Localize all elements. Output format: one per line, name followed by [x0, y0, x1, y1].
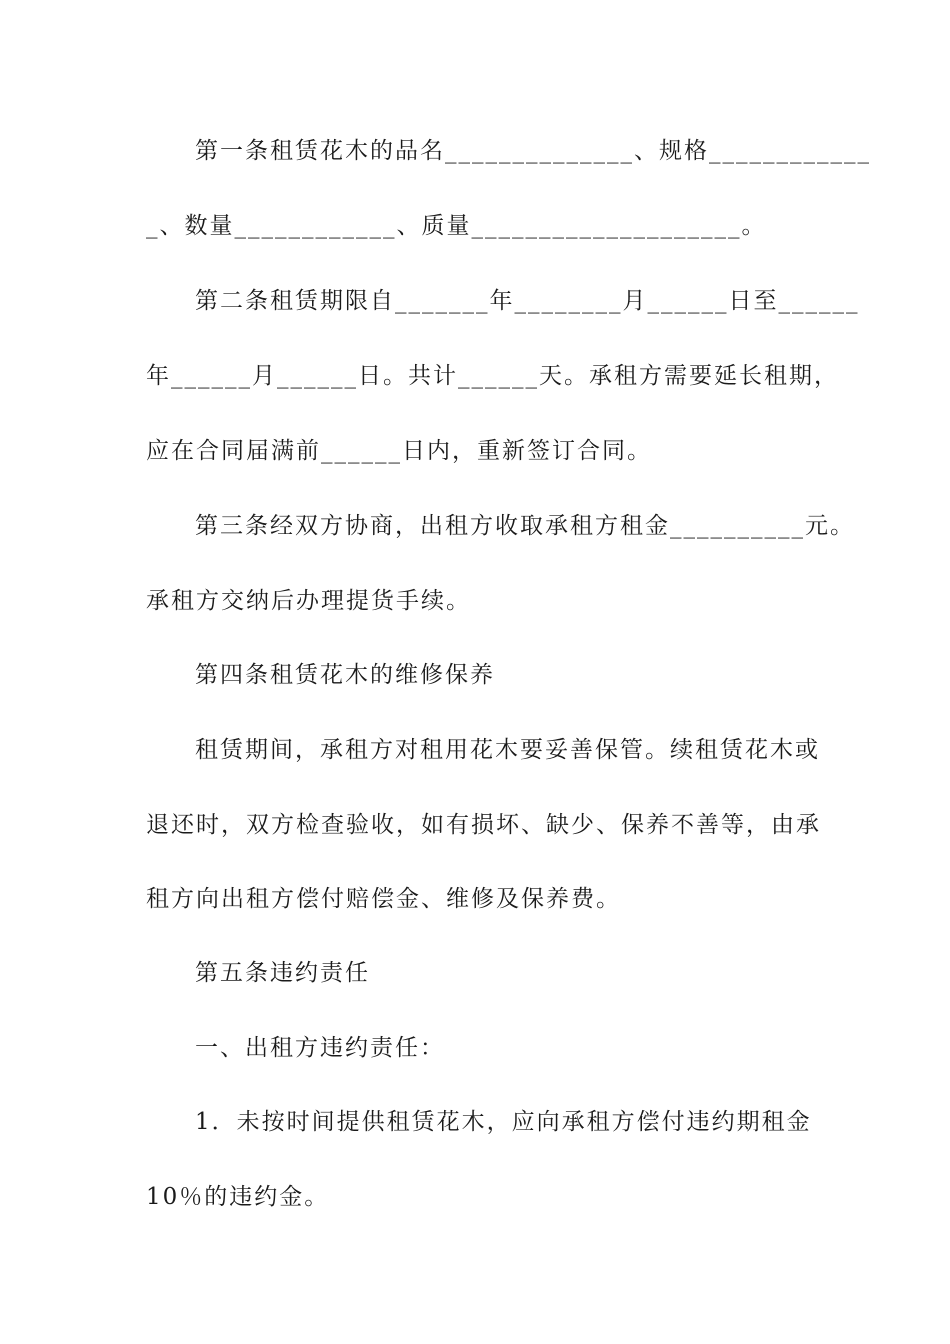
clause-4-line-1: 租赁期间，承租方对租用花木要妥善保管。续租赁花木或 — [195, 737, 820, 763]
clause-3-line-1: 第三条经双方协商，出租方收取承租方租金__________元。 — [195, 513, 855, 539]
clause-4-line-3: 租方向出租方偿付赔偿金、维修及保养费。 — [146, 886, 621, 912]
clause-2-line-3: 应在合同届满前______日内，重新签订合同。 — [146, 438, 652, 464]
clause-5-subheading: 一、出租方违约责任： — [195, 1035, 445, 1061]
clause-5-heading: 第五条违约责任 — [195, 960, 370, 986]
clause-1-line-2: _、数量____________、质量____________________。 — [146, 213, 767, 239]
clause-5-item-1-line-1: 1．未按时间提供租赁花木，应向承租方偿付违约期租金 — [195, 1109, 812, 1135]
clause-2-line-1: 第二条租赁期限自_______年________月______日至______ — [195, 288, 860, 314]
clause-4-line-2: 退还时，双方检查验收，如有损坏、缺少、保养不善等，由承 — [146, 812, 821, 838]
clause-1-line-1: 第一条租赁花木的品名______________、规格____________ — [195, 138, 871, 164]
clause-4-heading: 第四条租赁花木的维修保养 — [195, 662, 495, 688]
clause-5-item-1-line-2: 10％的违约金。 — [146, 1184, 330, 1210]
clause-3-line-2: 承租方交纳后办理提货手续。 — [146, 588, 471, 614]
clause-2-line-2: 年______月______日。共计______天。承租方需要延长租期， — [146, 363, 839, 389]
